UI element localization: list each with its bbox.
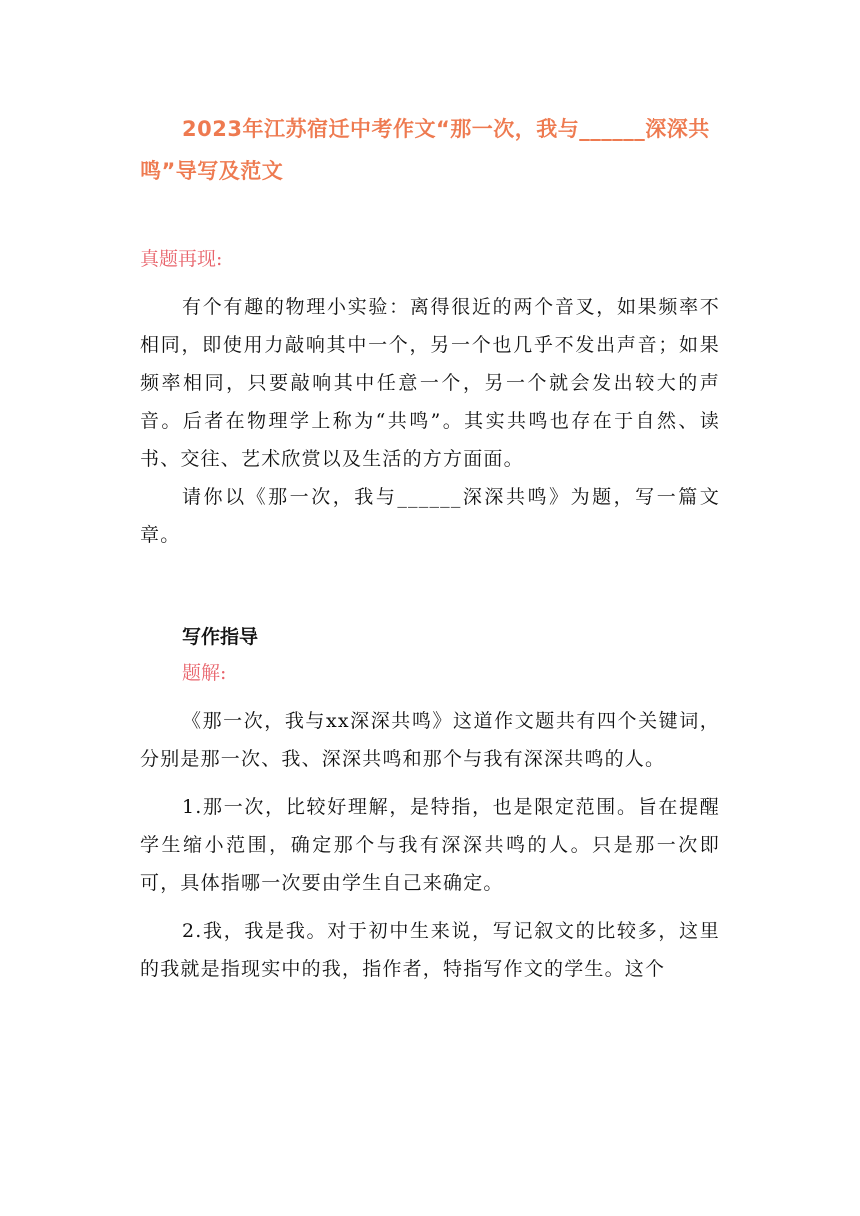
spacer <box>140 554 720 624</box>
real-question-paragraph-1: 有个有趣的物理小实验：离得很近的两个音叉，如果频率不相同，即使用力敲响其中一个，另一个也几乎不发出声音；如果频率相同，只要敲响其中任意一个，另一个就会发出较大的声音。后者在物理学上称为“共鸣”。其实共鸣也存在于自然、读书、交往、艺术欣赏以及生活的方方面面。 <box>140 296 720 470</box>
guide-paragraph-3: 2.我，我是我。对于初中生来说，写记叙文的比较多，这里的我就是指现实中的我，指作者，特指写作文的学生。这个 <box>140 920 720 980</box>
guide-paragraph-1: 《那一次，我与xx深深共鸣》这道作文题共有四个关键词，分别是那一次、我、深深共鸣和那个与我有深深共鸣的人。 <box>140 710 720 770</box>
writing-guide-heading: 写作指导 <box>182 626 259 648</box>
topic-explanation-label: 题解: <box>182 662 227 684</box>
document-title: 2023年江苏宿迁中考作文“那一次，我与______深深共鸣”导写及范文 <box>140 117 710 183</box>
real-question-label: 真题再现: <box>140 248 223 270</box>
spacer <box>140 686 720 702</box>
spacer <box>140 192 720 246</box>
guide-paragraph-2: 1.那一次，比较好理解，是特指，也是限定范围。旨在提醒学生缩小范围，确定那个与我有深深共鸣的人。只是那一次即可，具体指哪一次要由学生自己来确定。 <box>140 796 720 894</box>
real-question-paragraph-2: 请你以《那一次，我与______深深共鸣》为题，写一篇文章。 <box>140 486 720 546</box>
spacer <box>140 650 720 660</box>
document-page <box>140 108 720 988</box>
spacer <box>140 902 720 912</box>
spacer <box>140 778 720 788</box>
spacer <box>140 272 720 288</box>
